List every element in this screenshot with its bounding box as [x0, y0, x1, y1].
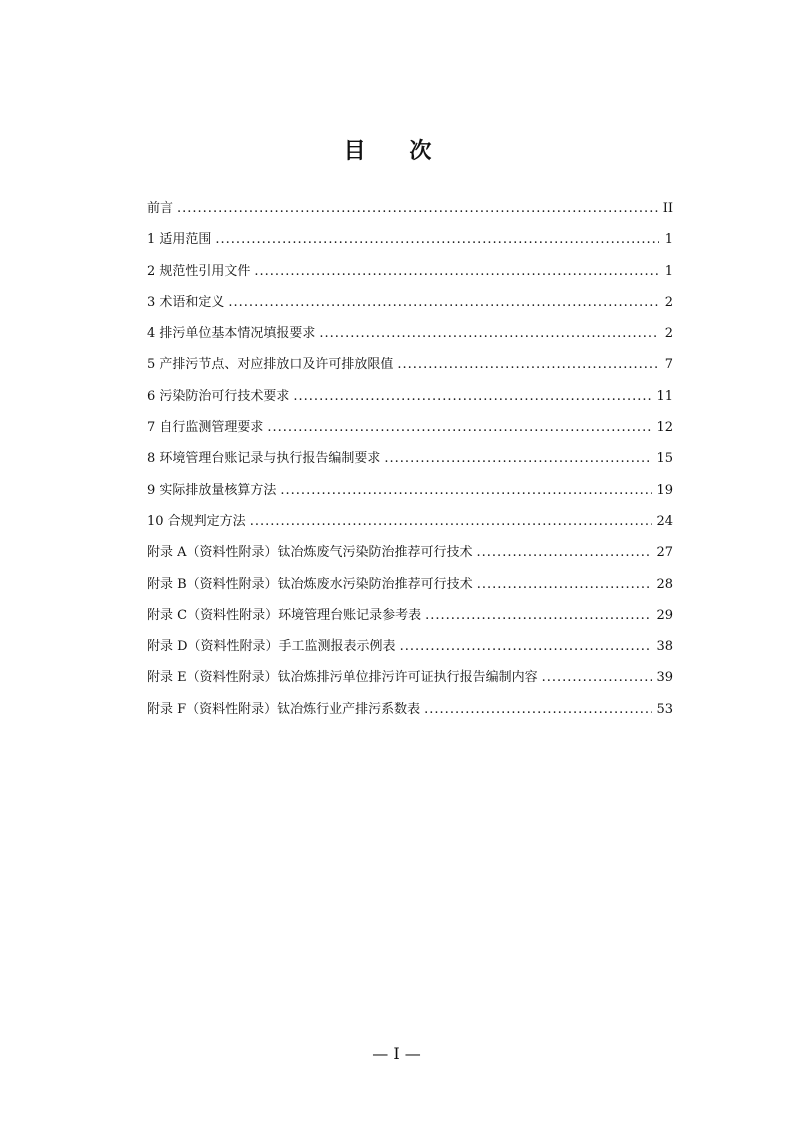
dot-leader — [400, 639, 653, 654]
toc-entry-page: 2 — [664, 294, 673, 310]
dot-leader — [424, 702, 652, 717]
dot-leader — [267, 420, 652, 435]
dot-leader — [177, 201, 659, 216]
toc-entry-page: 1 — [664, 263, 673, 279]
toc-entry-label: 7 自行监测管理要求 — [147, 420, 264, 436]
toc-entry-page: 2 — [664, 326, 673, 342]
toc-entry-appendix-b[interactable] — [147, 573, 673, 604]
toc-entry-page: 7 — [664, 357, 673, 373]
dot-leader — [215, 232, 659, 247]
toc-entry-label: 附录 E（资料性附录）钛冶炼排污单位排污许可证执行报告编制内容 — [147, 670, 538, 686]
dot-leader — [542, 670, 653, 685]
toc-entry-9[interactable] — [147, 479, 673, 510]
toc-entry-page: 29 — [656, 607, 673, 623]
dot-leader — [477, 545, 653, 560]
toc-entry-5[interactable] — [147, 353, 673, 384]
toc-entry-page: II — [662, 201, 673, 216]
toc-entry-label: 附录 C（资料性附录）环境管理台账记录参考表 — [147, 607, 422, 623]
toc-entry-6[interactable] — [147, 385, 673, 416]
toc-entry-7[interactable] — [147, 416, 673, 447]
toc-entry-label: 前言 — [147, 201, 174, 216]
page-number-footer: — I — — [372, 1044, 421, 1063]
toc-entry-8[interactable] — [147, 447, 673, 478]
toc-entry-appendix-d[interactable] — [147, 635, 673, 666]
toc-entry-label: 附录 B（资料性附录）钛冶炼废水污染防治推荐可行技术 — [147, 576, 473, 592]
toc-entry-page: 28 — [656, 576, 673, 592]
toc-entry-page: 24 — [656, 513, 673, 529]
toc-entry-appendix-c[interactable] — [147, 604, 673, 635]
toc-entry-page: 11 — [656, 388, 673, 404]
dot-leader — [254, 264, 659, 279]
toc-entry-appendix-f[interactable] — [147, 698, 673, 729]
dot-leader — [228, 295, 659, 310]
toc-entry-label: 6 污染防治可行技术要求 — [147, 388, 290, 404]
toc-entry-label: 10 合规判定方法 — [147, 513, 246, 529]
toc-entry-appendix-a[interactable] — [147, 541, 673, 572]
dot-leader — [477, 577, 653, 592]
toc-entry-foreword[interactable] — [147, 197, 673, 228]
toc-entry-3[interactable] — [147, 291, 673, 322]
toc-entry-appendix-e[interactable] — [147, 666, 673, 697]
toc-entry-page: 19 — [656, 482, 673, 498]
toc-entry-2[interactable] — [147, 260, 673, 291]
toc-entry-page: 39 — [656, 670, 673, 686]
dot-leader — [397, 357, 659, 372]
toc-entry-page: 53 — [656, 701, 673, 717]
toc-entry-page: 15 — [656, 451, 673, 467]
dot-leader — [293, 389, 652, 404]
dot-leader — [425, 608, 652, 623]
toc-entry-label: 附录 D（资料性附录）手工监测报表示例表 — [147, 639, 396, 655]
dot-leader — [280, 483, 652, 498]
page-title: 目 次 — [343, 139, 450, 164]
toc-entry-page: 1 — [664, 232, 673, 248]
table-of-contents — [147, 197, 673, 729]
toc-entry-label: 5 产排污节点、对应排放口及许可排放限值 — [147, 357, 394, 373]
toc-entry-page: 12 — [656, 420, 673, 436]
toc-entry-4[interactable] — [147, 322, 673, 353]
dot-leader — [250, 514, 653, 529]
toc-entry-10[interactable] — [147, 510, 673, 541]
toc-entry-label: 2 规范性引用文件 — [147, 263, 251, 279]
toc-entry-label: 1 适用范围 — [147, 232, 212, 248]
toc-entry-1[interactable] — [147, 228, 673, 259]
toc-entry-page: 38 — [656, 639, 673, 655]
dot-leader — [384, 451, 652, 466]
dot-leader — [319, 326, 659, 341]
toc-entry-label: 9 实际排放量核算方法 — [147, 482, 277, 498]
toc-entry-label: 附录 F（资料性附录）钛冶炼行业产排污系数表 — [147, 701, 421, 717]
toc-entry-page: 27 — [656, 545, 673, 561]
toc-entry-label: 附录 A（资料性附录）钛冶炼废气污染防治推荐可行技术 — [147, 545, 473, 561]
toc-entry-label: 3 术语和定义 — [147, 294, 225, 310]
toc-entry-label: 8 环境管理台账记录与执行报告编制要求 — [147, 451, 381, 467]
toc-entry-label: 4 排污单位基本情况填报要求 — [147, 326, 316, 342]
